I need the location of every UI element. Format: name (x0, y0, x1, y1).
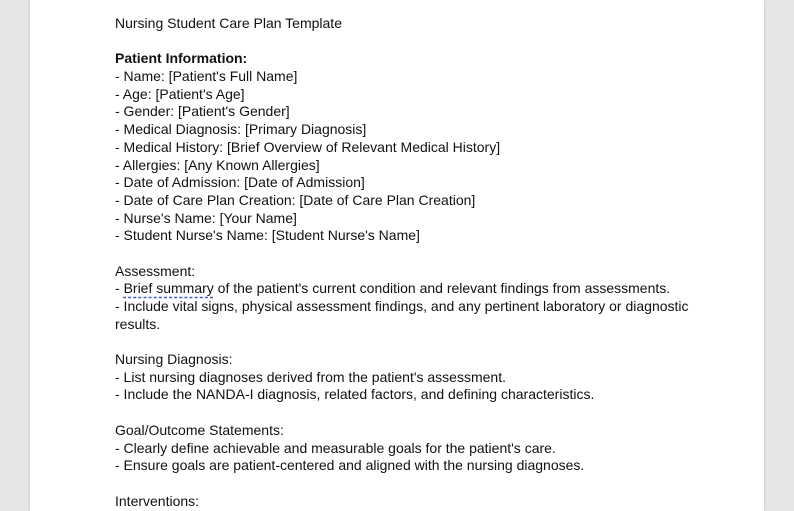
patient-info-item: - Gender: [Patient's Gender] (115, 103, 290, 120)
patient-info-item: - Medical History: [Brief Overview of Relevant Medical History] (115, 138, 501, 155)
spellcheck-flagged-phrase[interactable]: Brief summary (123, 280, 214, 297)
blank-line (115, 333, 695, 351)
patient-info-item: - Allergies: [Any Known Allergies] (115, 156, 320, 173)
document-body[interactable] (115, 15, 695, 510)
assessment-item (115, 280, 695, 298)
document-page (30, 0, 764, 511)
patient-info-item: - Name: [Patient's Full Name] (115, 68, 298, 85)
patient-info-item: - Date of Admission: [Date of Admission] (115, 174, 365, 191)
goals-item: - Ensure goals are patient-centered and aligned with the nursing diagnoses. (115, 457, 585, 474)
blank-line (115, 33, 695, 51)
assessment-item: - Include vital signs, physical assessment findings, and any pertinent laboratory or diagnostic results. (115, 298, 689, 332)
goals-item: - Clearly define achievable and measurable goals for the patient's care. (115, 439, 556, 456)
assessment-item-text: of the patient's current condition and relevant findings from assessments. (213, 280, 671, 297)
nursing-diagnosis-item: - Include the NANDA-I diagnosis, related factors, and defining characteristics. (115, 386, 595, 403)
patient-info-heading: Patient Information: (115, 50, 248, 67)
blank-line (115, 404, 695, 422)
patient-info-item: - Date of Care Plan Creation: [Date of Care Plan Creation] (115, 191, 476, 208)
patient-info-item: - Student Nurse's Name: [Student Nurse's Name] (115, 227, 420, 244)
bullet-prefix: - (115, 280, 124, 297)
assessment-heading: Assessment: (115, 262, 196, 279)
patient-info-item: - Nurse's Name: [Your Name] (115, 209, 297, 226)
blank-line (115, 245, 695, 263)
interventions-heading: Interventions: (115, 492, 200, 509)
patient-info-item: - Medical Diagnosis: [Primary Diagnosis] (115, 121, 367, 138)
blank-line (115, 475, 695, 493)
nursing-diagnosis-item: - List nursing diagnoses derived from the patient's assessment. (115, 368, 506, 385)
document-title: Nursing Student Care Plan Template (115, 15, 342, 31)
patient-info-item: - Age: [Patient's Age] (115, 85, 245, 102)
goals-heading: Goal/Outcome Statements: (115, 421, 284, 438)
nursing-diagnosis-heading: Nursing Diagnosis: (115, 351, 233, 368)
